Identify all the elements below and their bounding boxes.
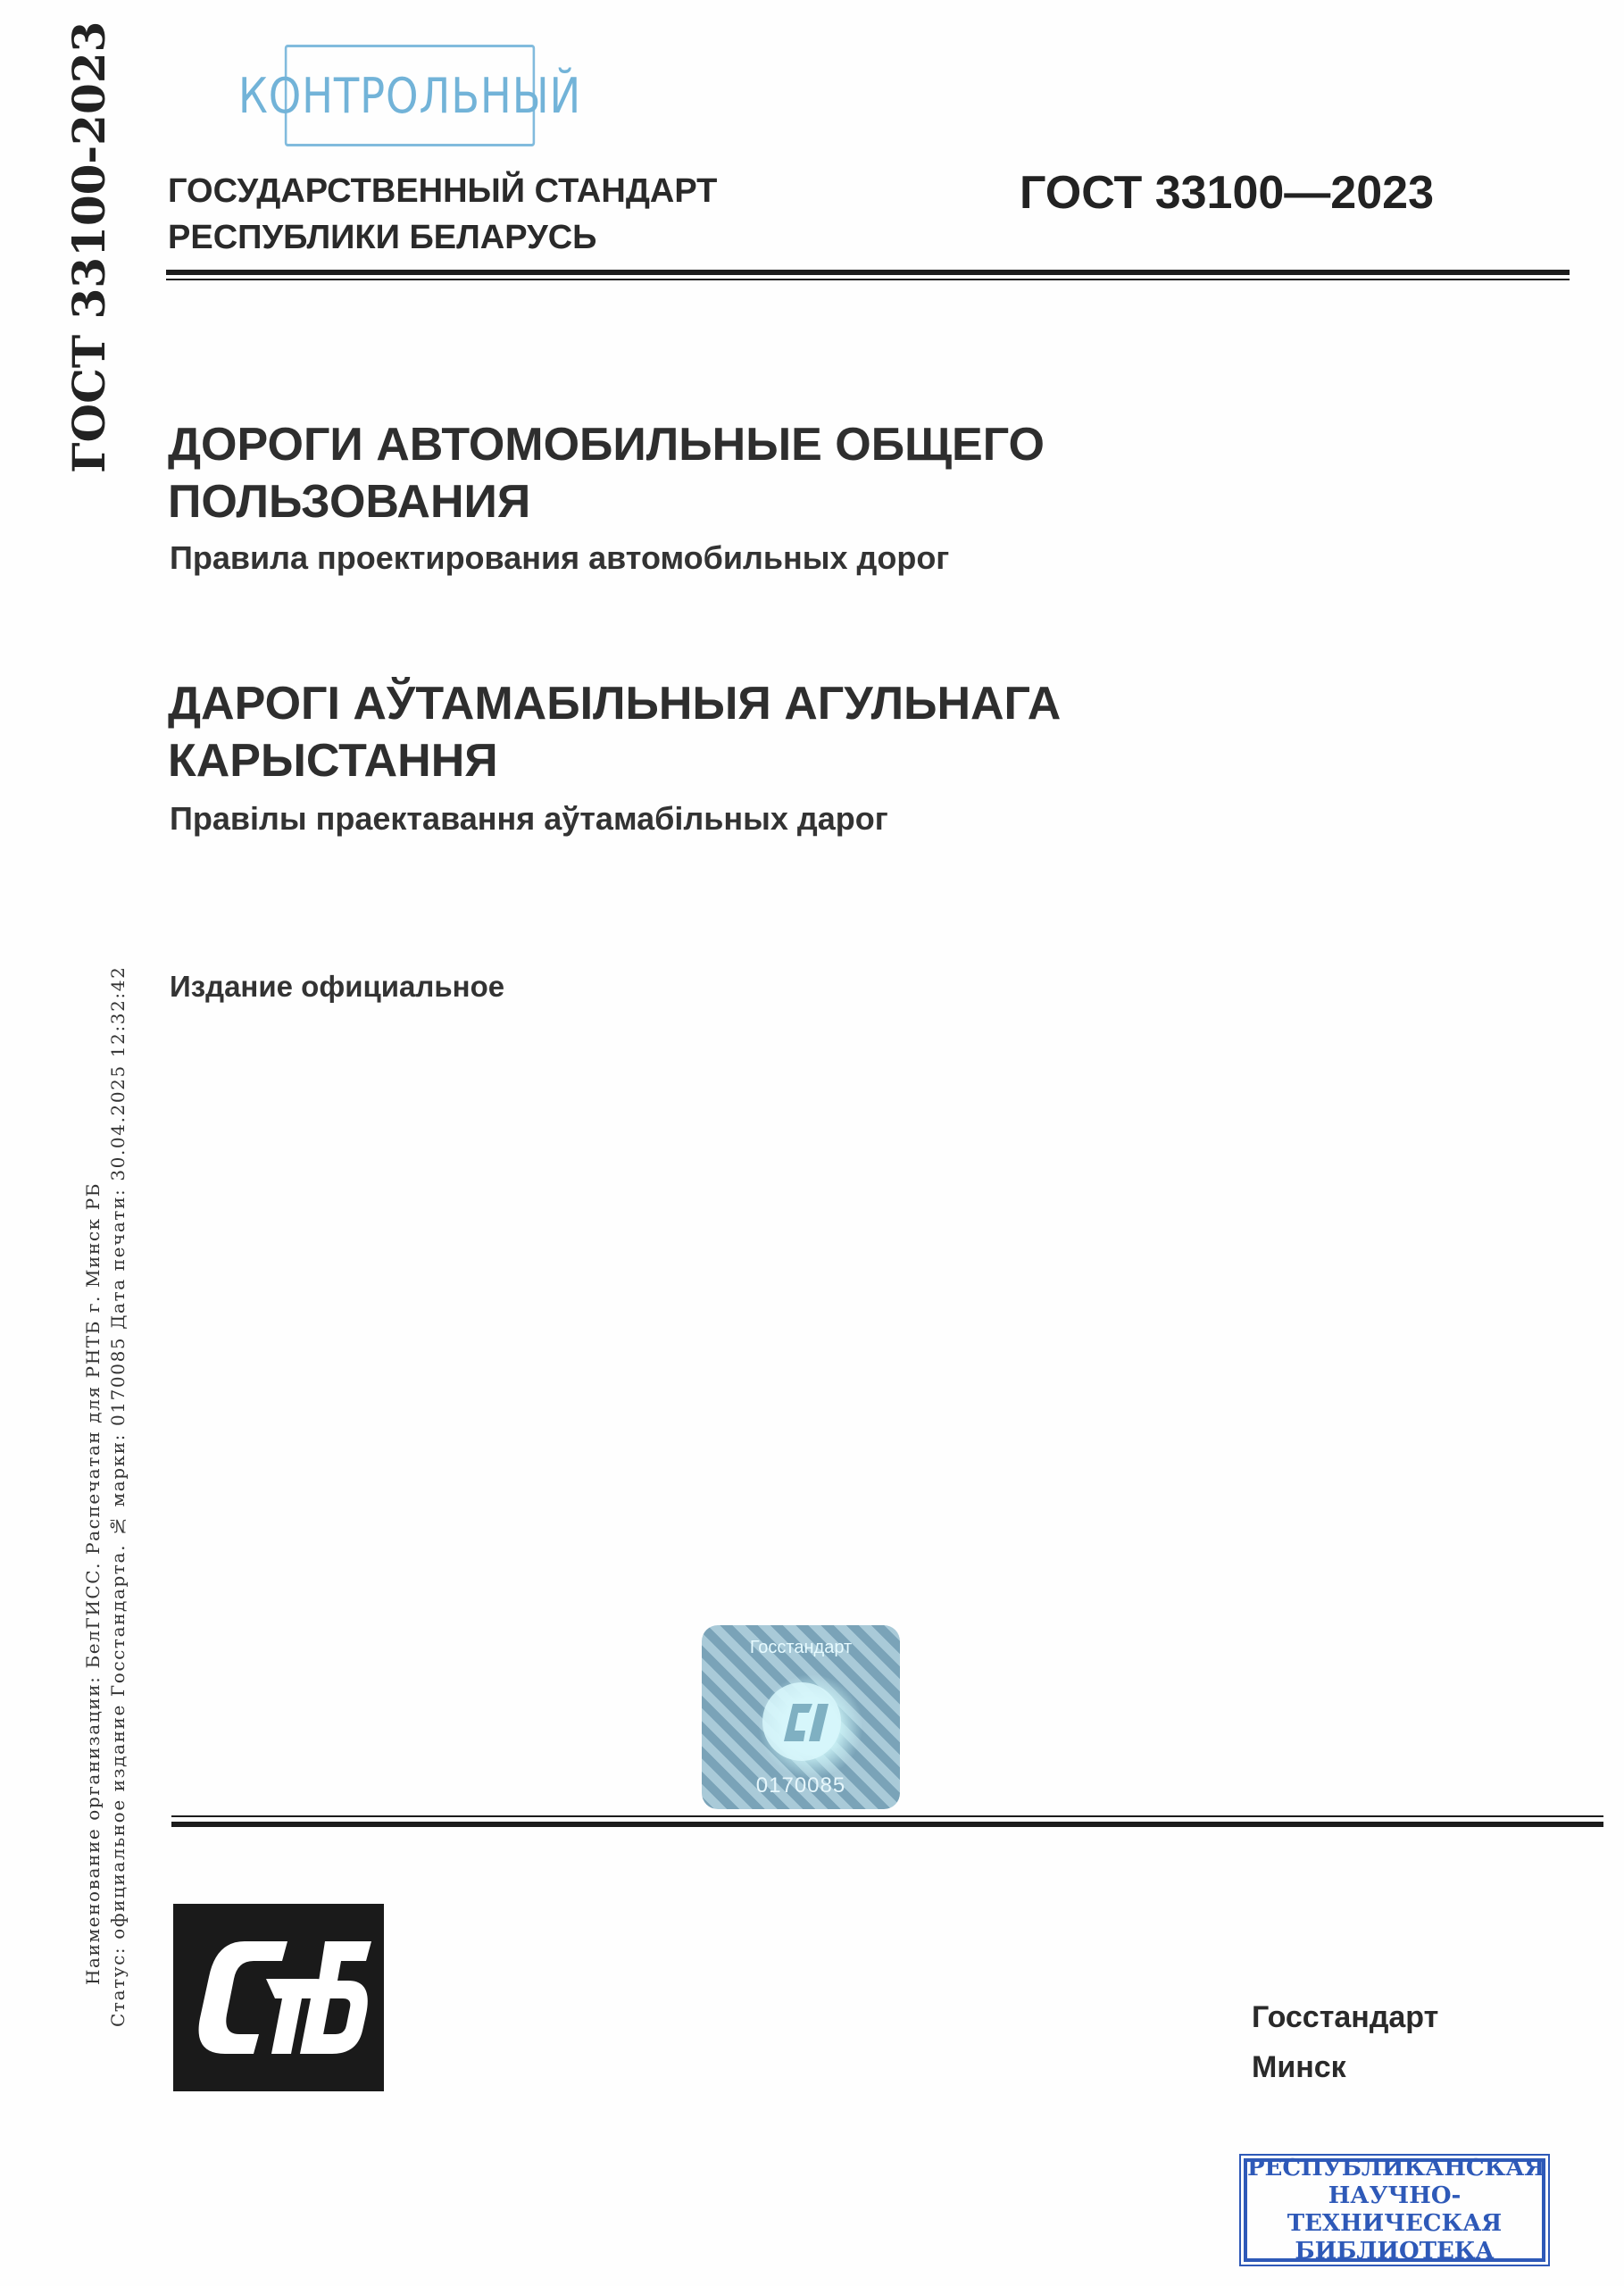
publisher-city: Минск <box>1252 2050 1346 2084</box>
header-organization <box>168 168 717 261</box>
subtitle-ru: Правила проектирования автомобильных дорог <box>170 539 950 576</box>
edition-label: Издание официальное <box>170 970 505 1003</box>
header-rule-thin <box>166 279 1570 280</box>
standard-designation: ГОСТ 33100—2023 <box>1020 167 1434 219</box>
header-rule-thick <box>166 270 1570 275</box>
side-meta-status: Статус: официальное издание Госстандарта. № марки: 0170085 Дата печати: 30.04.2025 12:32:42 <box>107 965 129 2027</box>
control-stamp <box>237 45 582 146</box>
title-by <box>168 675 1150 789</box>
hologram-sticker <box>702 1625 900 1809</box>
stb-logo-icon <box>173 1904 384 2091</box>
publisher-name: Госстандарт <box>1252 2000 1439 2034</box>
library-stamp-line-1: РЕСПУБЛИКАНСКАЯ <box>1247 2155 1545 2182</box>
control-stamp-text: КОНТРОЛЬНЫЙ <box>237 67 582 124</box>
hologram-logo-icon <box>757 1677 846 1766</box>
title-by-line-1: ДАРОГІ АЎТАМАБІЛЬНЫЯ АГУЛЬНАГА <box>168 678 1062 730</box>
stb-logo <box>173 1904 384 2091</box>
header-org-line-1: ГОСУДАРСТВЕННЫЙ СТАНДАРТ <box>168 172 718 210</box>
side-meta-organization: Наименование организации: БелГИСС. Распечатан для РНТБ г. Минск РБ <box>82 1181 104 1985</box>
library-stamp-line-2: НАУЧНО-ТЕХНИЧЕСКАЯ <box>1287 2182 1503 2237</box>
footer-rule-thin <box>171 1815 1603 1817</box>
title-ru <box>168 416 1150 530</box>
footer-rule-thick <box>171 1822 1603 1827</box>
library-stamp-line-3: БИБЛИОТЕКА <box>1295 2238 1495 2265</box>
side-gost-designation: ГОСТ 33100-2023 <box>62 21 115 473</box>
hologram-number: 0170085 <box>755 1773 846 1798</box>
subtitle-by: Правілы праектавання аўтамабільных дарог <box>170 800 888 837</box>
library-stamp <box>1244 2155 1545 2265</box>
hologram-top-text: Госстандарт <box>749 1638 853 1657</box>
title-ru-line-2: ПОЛЬЗОВАНИЯ <box>168 476 531 528</box>
title-by-line-2: КАРЫСТАННЯ <box>168 735 498 787</box>
title-ru-line-1: ДОРОГИ АВТОМОБИЛЬНЫЕ ОБЩЕГО <box>168 419 1045 471</box>
header-org-line-2: РЕСПУБЛИКИ БЕЛАРУСЬ <box>168 219 597 256</box>
